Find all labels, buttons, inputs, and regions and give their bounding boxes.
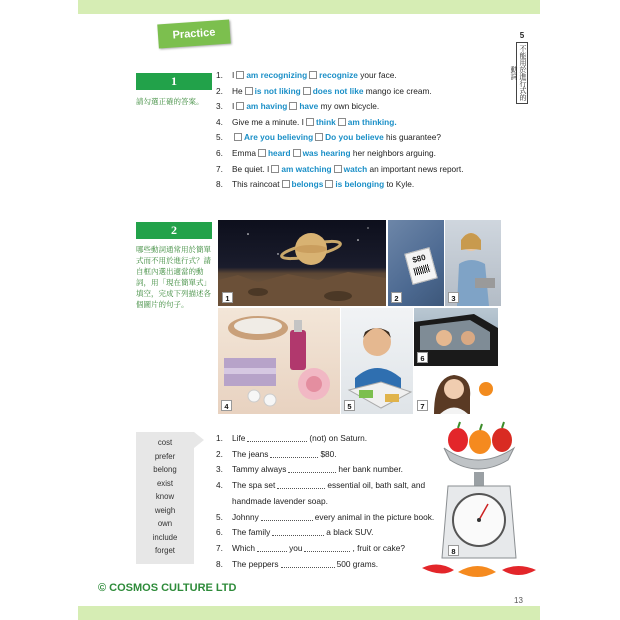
sentence-part: 500 grams. <box>336 558 379 569</box>
option-b: is belonging <box>335 179 385 190</box>
item-prefix: This raincoat <box>232 179 280 190</box>
option-a: am recognizing <box>246 70 308 80</box>
item-prefix: Give me a minute. I <box>232 116 304 127</box>
item-number: 5. <box>216 132 223 143</box>
sentence-part: $80. <box>320 448 337 459</box>
sentence-part: her bank number. <box>338 464 403 475</box>
item-text <box>232 525 373 541</box>
price-tag-text: $80 <box>411 252 427 265</box>
photo-number-2: 2 <box>391 292 402 303</box>
sentence-part: The peppers <box>232 558 279 569</box>
list-item <box>216 162 511 178</box>
item-text <box>232 68 397 84</box>
sentence-part: The spa set <box>232 480 276 491</box>
option-b: was hearing <box>302 147 351 158</box>
answer-blank[interactable] <box>281 559 335 568</box>
item-prefix: Be quiet. I <box>232 163 270 174</box>
list-item <box>216 557 451 573</box>
checkbox[interactable] <box>338 118 346 126</box>
sentence-part: , fruit or cake? <box>352 542 406 553</box>
item-suffix: my own bicycle. <box>320 101 380 112</box>
word-bank-item: include <box>152 532 178 542</box>
answer-blank[interactable] <box>257 543 287 552</box>
item-suffix: his guarantee? <box>386 132 441 143</box>
option-b: Do you believe <box>325 132 384 143</box>
checkbox[interactable] <box>309 71 317 79</box>
barcode <box>413 264 431 276</box>
spa-illustration <box>218 308 340 414</box>
answer-blank[interactable] <box>304 543 350 552</box>
answer-blank[interactable] <box>270 449 318 458</box>
item-text <box>232 462 403 478</box>
item-text <box>232 557 378 573</box>
word-bank-item: own <box>157 519 173 528</box>
photo-number-3: 3 <box>448 292 459 303</box>
item-text <box>232 115 397 131</box>
checkbox[interactable] <box>236 71 244 79</box>
checkbox[interactable] <box>325 180 333 188</box>
item-number: 7. <box>216 163 223 174</box>
item-text <box>232 177 414 193</box>
photo-number-6: 6 <box>417 352 428 363</box>
item-text <box>232 431 367 447</box>
item-number: 7. <box>216 542 223 553</box>
item-number: 3. <box>216 101 223 112</box>
chapter-number: 5 <box>519 31 525 40</box>
top-color-band <box>78 0 540 14</box>
copyright: © COSMOS CULTURE LTD <box>98 582 237 594</box>
list-item <box>216 130 511 146</box>
item-suffix: mango ice cream. <box>365 85 432 96</box>
checkbox[interactable] <box>236 102 244 110</box>
list-item <box>216 525 451 541</box>
item-number: 4. <box>216 480 223 491</box>
sentence-part: The family <box>232 527 271 538</box>
item-number: 1. <box>216 433 223 443</box>
section-1-instruction: 請勾選正確的答案。 <box>136 97 204 106</box>
list-item <box>216 177 511 193</box>
sentence-part: Johnny <box>232 511 259 522</box>
list-item <box>216 99 511 115</box>
item-number: 3. <box>216 464 223 475</box>
word-bank <box>136 432 194 564</box>
photo-spa-set <box>218 308 340 414</box>
section-2-instruction: 哪些動詞通常用於簡單式而不用於進行式？請自框內選出適當的動詞，用「現在簡單式」填空，完成下列描述各個圖片的句子。 <box>136 245 211 309</box>
item-number: 6. <box>216 527 223 538</box>
sentence-part: every animal in the picture book. <box>314 511 435 522</box>
word-bank-item: belong <box>153 465 177 474</box>
sentence-part: The jeans <box>232 448 269 459</box>
answer-blank[interactable] <box>288 464 336 473</box>
list-item <box>216 541 451 557</box>
sentence-part: (not) on Saturn. <box>309 433 368 443</box>
item-text <box>232 494 328 510</box>
item-number: 8. <box>216 558 223 569</box>
checkbox[interactable] <box>271 165 279 173</box>
sentence-part: Life <box>232 433 246 443</box>
option-b: does not like <box>312 85 364 96</box>
item-number: 2. <box>216 85 223 96</box>
word-bank-item: prefer <box>154 451 176 461</box>
list-item <box>216 431 451 447</box>
word-bank-item: forget <box>155 546 175 555</box>
option-b: have <box>299 101 319 112</box>
section-1-list <box>216 68 511 193</box>
item-number: 2. <box>216 448 223 459</box>
photo-boy-book <box>341 308 413 414</box>
option-b: watch <box>343 163 368 174</box>
item-text <box>232 146 436 162</box>
list-item <box>216 68 511 84</box>
item-text <box>232 162 464 178</box>
item-prefix: I <box>232 70 235 80</box>
scale-illustration <box>418 420 540 584</box>
checkbox[interactable] <box>234 133 242 141</box>
section-1-number: 1 <box>136 73 212 90</box>
checkbox[interactable] <box>315 133 323 141</box>
word-bank-item: know <box>155 492 175 501</box>
checkbox[interactable] <box>282 180 290 188</box>
photo-woman-fruit <box>414 367 498 414</box>
item-suffix: your face. <box>360 70 397 80</box>
checkbox[interactable] <box>334 165 342 173</box>
photo-family-suv <box>414 308 498 366</box>
answer-blank[interactable] <box>247 433 307 442</box>
page-number: 13 <box>514 596 523 605</box>
photo-saturn <box>218 220 386 306</box>
item-text <box>232 541 405 557</box>
answer-blank[interactable] <box>277 480 325 489</box>
option-a: Are you believing <box>244 132 314 143</box>
option-b: recognize <box>319 70 358 80</box>
photo-number-8: 8 <box>448 545 459 556</box>
photo-jeans-price-tag <box>388 220 444 306</box>
photo-number-4: 4 <box>221 400 232 411</box>
option-b: am thinking. <box>347 116 397 127</box>
item-number: 5. <box>216 511 223 522</box>
photo-number-7: 7 <box>417 400 428 411</box>
item-number: 4. <box>216 116 223 127</box>
list-item <box>216 447 451 463</box>
item-suffix: an important news report. <box>369 163 464 174</box>
price-tag <box>404 247 437 285</box>
item-text <box>232 478 425 494</box>
option-a: belongs <box>291 179 324 190</box>
item-number <box>216 494 232 510</box>
item-text <box>232 130 441 146</box>
sentence-part: essential oil, bath salt, and <box>327 480 426 491</box>
practice-label: Practice <box>157 20 230 49</box>
list-item <box>216 462 451 478</box>
sentence-part: a black SUV. <box>326 527 374 538</box>
word-bank-item: cost <box>157 438 173 447</box>
checkbox[interactable] <box>306 118 314 126</box>
item-text <box>232 447 337 463</box>
checkbox[interactable] <box>293 149 301 157</box>
option-a: am having <box>246 101 288 112</box>
boy-illustration <box>341 308 413 414</box>
bottom-color-band <box>78 606 540 620</box>
answer-blank[interactable] <box>272 527 324 536</box>
list-item <box>216 510 451 526</box>
word-bank-item: weigh <box>154 505 176 515</box>
answer-blank[interactable] <box>261 512 313 521</box>
section-2-number: 2 <box>136 222 212 239</box>
item-text <box>232 510 434 526</box>
checkbox[interactable] <box>245 87 253 95</box>
item-suffix: to Kyle. <box>386 179 415 190</box>
list-item <box>216 115 511 131</box>
photo-number-5: 5 <box>344 400 355 411</box>
item-prefix: I <box>232 101 235 112</box>
list-item <box>216 84 511 100</box>
item-text <box>232 99 379 115</box>
item-number: 1. <box>216 70 223 80</box>
option-a: heard <box>267 147 291 158</box>
item-text <box>232 84 432 100</box>
section-2-list <box>216 431 451 572</box>
item-suffix: her neighbors arguing. <box>352 147 436 158</box>
sentence-part: Which <box>232 542 256 553</box>
option-a: is not liking <box>254 85 301 96</box>
option-a: am watching <box>281 163 332 174</box>
photo-number-1: 1 <box>222 292 233 303</box>
option-a: think <box>315 116 336 127</box>
saturn-illustration <box>218 220 386 306</box>
checkbox[interactable] <box>289 102 297 110</box>
list-item <box>216 478 451 494</box>
photo-woman-phone <box>445 220 501 306</box>
word-bank-arrow <box>194 432 204 448</box>
item-prefix: He <box>232 85 243 96</box>
checkbox[interactable] <box>303 87 311 95</box>
word-bank-item: exist <box>156 478 174 488</box>
item-number: 6. <box>216 147 223 158</box>
list-item <box>216 494 451 510</box>
sentence-part: Tammy always <box>232 464 287 475</box>
list-item <box>216 146 511 162</box>
photo-scale-peppers <box>418 420 540 584</box>
chapter-title: 不能用於進行式的動詞 <box>516 42 528 104</box>
item-prefix: Emma <box>232 147 256 158</box>
sentence-part: you <box>289 542 303 553</box>
sentence-part: handmade lavender soap. <box>232 495 328 506</box>
item-number: 8. <box>216 179 223 190</box>
checkbox[interactable] <box>258 149 266 157</box>
